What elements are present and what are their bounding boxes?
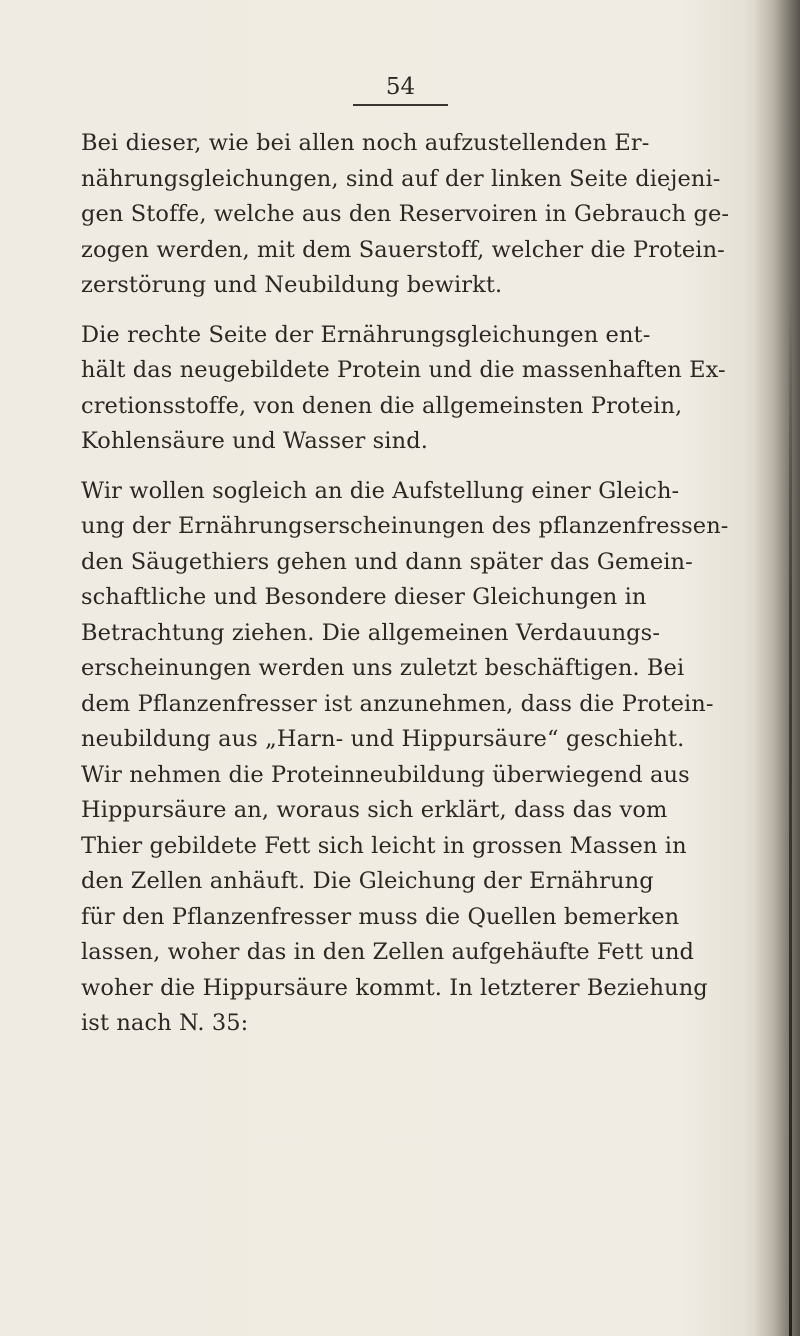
text-line: ung der Ernährungserscheinungen des pflanzenfressen- (81, 513, 729, 539)
text-line: gen Stoffe, welche aus den Reservoiren in Gebrauch ge- (81, 201, 730, 227)
paragraph-3 (81, 474, 729, 1042)
text-line: den Säugethiers gehen und dann später das Gemein- (81, 548, 693, 575)
paragraph-2 (81, 318, 726, 460)
text-line: Hippursäure an, woraus sich erklärt, dass das vom (81, 797, 668, 823)
text-line: neubildung aus „Harn- und Hippursäure“ geschieht. (81, 726, 685, 752)
book-spine-edge (789, 300, 792, 1336)
body-text (81, 126, 730, 1042)
text-line: woher die Hippursäure kommt. In letzterer Beziehung (81, 974, 708, 1001)
text-line: Wir nehmen die Proteinneubildung überwiegend aus (81, 761, 690, 788)
text-line: Bei dieser, wie bei allen noch aufzustellenden Er- (81, 130, 650, 156)
text-line: Die rechte Seite der Ernährungsgleichungen ent- (81, 321, 651, 348)
paragraph-gap (81, 460, 711, 474)
text-line: Wir wollen sogleich an die Aufstellung einer Gleich- (81, 477, 680, 504)
text-line: für den Pflanzenfresser muss die Quellen bemerken (81, 903, 680, 930)
paragraph-gap (81, 304, 711, 318)
text-line: ist nach N. 35: (81, 1010, 249, 1036)
text-line: hält das neugebildete Protein und die massenhaften Ex- (81, 357, 726, 383)
text-line: zerstörung und Neubildung bewirkt. (81, 272, 503, 298)
text-line: Betrachtung ziehen. Die allgemeinen Verdauungs- (81, 619, 661, 646)
text-line: den Zellen anhäuft. Die Gleichung der Ernährung (81, 868, 654, 894)
text-line: lassen, woher das in den Zellen aufgehäufte Fett und (81, 939, 695, 965)
paragraph-1 (81, 126, 730, 304)
text-line: Kohlensäure und Wasser sind. (81, 428, 428, 454)
page-number: 54 (353, 72, 448, 106)
book-spine-shadow (754, 0, 800, 1336)
text-line: Thier gebildete Fett sich leicht in grossen Massen in (81, 832, 687, 859)
text-line: dem Pflanzenfresser ist anzunehmen, dass die Protein- (81, 690, 714, 717)
text-line: zogen werden, mit dem Sauerstoff, welcher die Protein- (81, 236, 725, 263)
text-line: cretionsstoffe, von denen die allgemeinsten Protein, (81, 392, 683, 419)
text-line: schaftliche und Besondere dieser Gleichungen in (81, 584, 647, 610)
text-line: nährungsgleichungen, sind auf der linken Seite diejeni- (81, 165, 721, 192)
text-line: erscheinungen werden uns zuletzt beschäftigen. Bei (81, 655, 685, 681)
